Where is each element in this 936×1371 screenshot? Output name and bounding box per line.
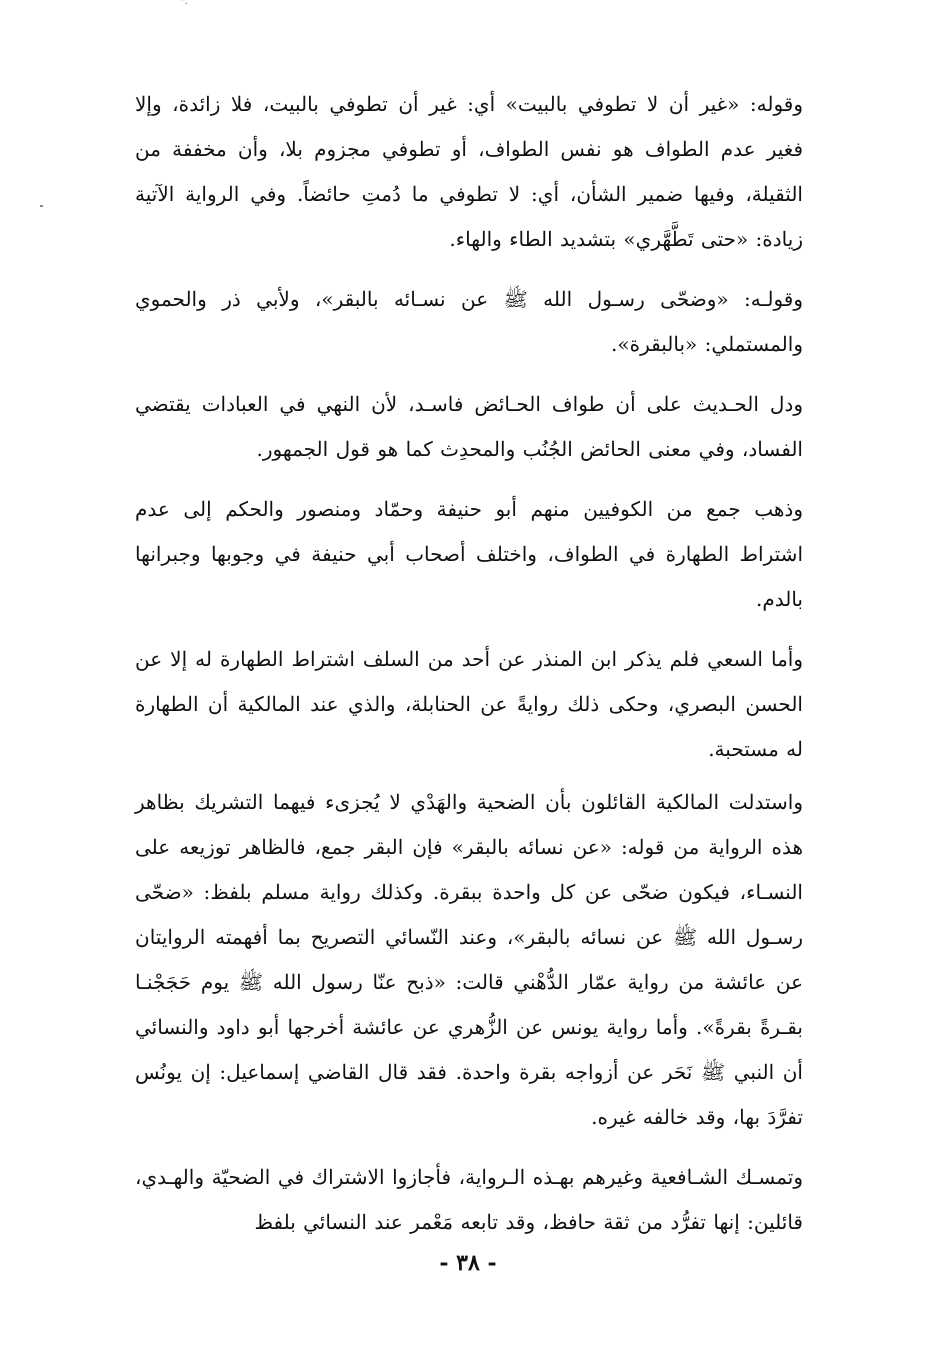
body-text bbox=[135, 82, 803, 1260]
paragraph-3: ودل الحـديث على أن طواف الحـائض فاسـد، لأن النهي في العبادات يقتضي الفساد، وفي معنى الحائض الجُنُب والمحدِث كما هو قول الجمهور. bbox=[135, 392, 803, 461]
paragraph-2: وقولـه: «وضحّى رسـول الله ﷺ عن نسـائه بالبقر»، ولأبي ذر والحموي والمستملي: «بالبقرة». bbox=[135, 287, 803, 356]
scan-artifact: ·˙ bbox=[179, 0, 188, 10]
paragraph-4: وذهب جمع من الكوفيين منهم أبو حنيفة وحمّاد ومنصور والحكم إلى عدم اشتراط الطهارة في الطواف، واختلف أصحاب أبي حنيفة في وجوبها وجبرانها بالدم. bbox=[135, 497, 803, 611]
page-number: - ٣٨ - bbox=[439, 1250, 497, 1276]
paragraph-7: وتمسـك الشـافعية وغيرهم بهـذه الـرواية، فأجازوا الاشتراك في الضحيّة والهـدي، قائلين: إنها تفرُّد من ثقة حافظ، وقد تابعه مَعْمر عند النسائي بلفظ bbox=[135, 1165, 803, 1234]
paragraph-6: واستدلت المالكية القائلون بأن الضحية والهَدْي لا يُجزىء فيهما التشريك بظاهر هذه الرواية من قوله: «عن نسائه بالبقر» فإن البقر جمع، فالظاهر توزيعه على النسـاء، فيكون ضحّى عن كل واحدة ببقرة. وكذلك رواية مسلم بلفظ: «ضحّى رسـول الله ﷺ عن نسائه بالبقر»، وعند النّسائي التصريح بما أفهمته الروايتان عن عائشة من رواية عمّار الدُّهْني قالت: «ذبح عنّا رسول الله ﷺ يوم حَجَجْنـا بقـرةً بقرةً». وأما رواية يونس عن الزُّهري عن عائشة أخرجها أبو داود والنسائي أن النبي ﷺ نَحَر عن أزواجه بقرة واحدة. فقد قال القاضي إسماعيل: إن يونُس تفرَّدَ بها، وقد خالفه غيره. bbox=[135, 790, 803, 1129]
paragraph-1: وقوله: «غير أن لا تطوفي بالبيت» أي: غير أن تطوفي بالبيت، فلا زائدة، وإلا فغير عدم الطواف هو نفس الطواف، أو تطوفي مجزوم بلا، وأن مخففة من الثقيلة، وفيها ضمير الشأن، أي: لا تطوفي ما دُمتِ حائضاً. وفي الرواية الآتية زيادة: «حتى تَطَّهَّري» بتشديد الطاء والهاء. bbox=[135, 92, 804, 251]
scan-dot bbox=[40, 205, 43, 207]
paragraph-5: وأما السعي فلم يذكر ابن المنذر عن أحد من السلف اشتراط الطهارة له إلا عن الحسن البصري، وحكى ذلك روايةً عن الحنابلة، والذي عند المالكية أن الطهارة له مستحبة. bbox=[135, 647, 803, 761]
